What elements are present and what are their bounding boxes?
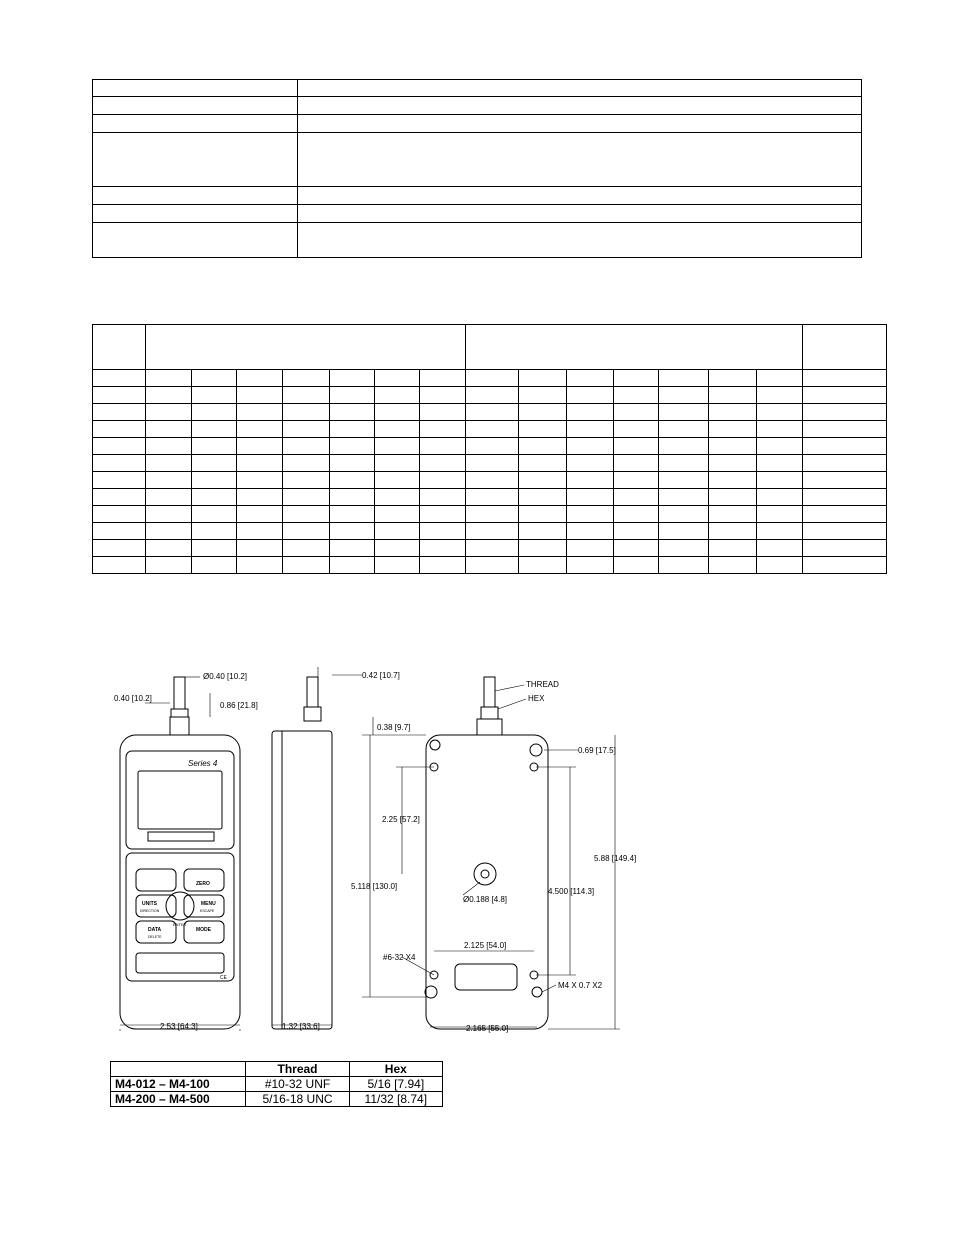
capacity-cell <box>419 472 465 489</box>
table-row <box>93 387 887 404</box>
capacity-cell <box>237 557 283 574</box>
capacity-cell <box>374 506 419 523</box>
table-row <box>93 370 887 387</box>
units-sub-label: DIRECTION <box>140 909 160 913</box>
capacity-cell <box>237 387 283 404</box>
spec-cell <box>298 187 862 205</box>
capacity-cell <box>756 421 802 438</box>
label-area <box>136 953 224 973</box>
capacity-cell <box>567 472 614 489</box>
inner-height-label: 5.118 [130.0] <box>351 882 398 891</box>
hex-label: HEX <box>528 694 545 703</box>
capacity-cell <box>756 557 802 574</box>
capacity-cell <box>192 455 237 472</box>
front-shaft-label: 0.86 [21.8] <box>220 701 258 710</box>
capacity-cell <box>756 370 802 387</box>
capacity-cell <box>567 387 614 404</box>
capacity-cell <box>519 455 567 472</box>
mount-screws-label: M4 X 0.7 X2 <box>558 981 603 990</box>
spec-cell <box>93 115 298 133</box>
capacity-cell <box>93 557 146 574</box>
spec-cell <box>93 223 298 258</box>
capacity-cell <box>465 506 518 523</box>
capacity-cell <box>709 421 756 438</box>
capacity-cell <box>659 540 709 557</box>
capacity-cell <box>374 489 419 506</box>
capacity-cell <box>374 387 419 404</box>
capacity-cell <box>567 404 614 421</box>
spec-cell <box>298 97 862 115</box>
capacity-cell <box>519 472 567 489</box>
capacity-cell <box>419 438 465 455</box>
spec-cell <box>93 97 298 115</box>
model-cell: M4-200 – M4-500 <box>111 1092 246 1107</box>
front-shaft-thread <box>174 677 185 709</box>
capacity-cell <box>374 421 419 438</box>
capacity-cell <box>146 489 192 506</box>
capacity-cell <box>709 489 756 506</box>
capacity-cell <box>659 438 709 455</box>
capacity-cell <box>756 506 802 523</box>
capacity-cell <box>283 455 329 472</box>
capacity-cell <box>567 557 614 574</box>
capacity-cell <box>283 540 329 557</box>
capacity-cell <box>659 421 709 438</box>
brand-label: Series 4 <box>188 759 218 768</box>
capacity-cell <box>802 370 886 387</box>
capacity-cell <box>419 523 465 540</box>
screw-holes-label: #6-32 X4 <box>383 953 416 962</box>
mount-hole-bottom-right <box>532 987 542 997</box>
capacity-cell <box>519 387 567 404</box>
capacity-cell <box>465 438 518 455</box>
capacity-cell <box>614 523 659 540</box>
total-height-label: 5.88 [149.4] <box>594 854 637 863</box>
zero-button <box>184 869 224 891</box>
capacity-cell <box>709 540 756 557</box>
table-row <box>93 421 887 438</box>
table-row <box>111 1092 443 1107</box>
front-width-label: 2.53 [64.3] <box>160 1022 198 1031</box>
capacity-cell <box>756 455 802 472</box>
backlight-button <box>136 869 176 891</box>
thread-label: THREAD <box>526 680 559 689</box>
capacity-cell <box>465 557 518 574</box>
capacity-cell <box>419 506 465 523</box>
capacity-cell <box>802 506 886 523</box>
capacity-header-cell <box>93 325 146 370</box>
table-row <box>93 404 887 421</box>
capacity-cell <box>329 387 374 404</box>
front-dia-label: Ø0.40 [10.2] <box>203 672 248 681</box>
capacity-cell <box>93 404 146 421</box>
capacity-cell <box>709 455 756 472</box>
capacity-cell <box>237 455 283 472</box>
capacity-cell <box>419 387 465 404</box>
capacity-cell <box>465 404 518 421</box>
back-shaft-base <box>477 719 502 735</box>
indicator-strip <box>148 832 214 841</box>
capacity-cell <box>146 438 192 455</box>
capacity-cell <box>519 404 567 421</box>
table-row <box>93 557 887 574</box>
mount-hole-top-right <box>530 744 542 756</box>
capacity-cell <box>146 370 192 387</box>
capacity-cell <box>519 540 567 557</box>
capacity-cell <box>93 438 146 455</box>
capacity-cell <box>283 370 329 387</box>
capacity-cell <box>329 438 374 455</box>
capacity-cell <box>567 489 614 506</box>
capacity-cell <box>614 540 659 557</box>
front-shaft-hex <box>171 709 188 717</box>
capacity-header-cell <box>802 325 886 370</box>
capacity-cell <box>659 506 709 523</box>
capacity-cell <box>659 557 709 574</box>
capacity-cell <box>659 489 709 506</box>
capacity-cell <box>93 540 146 557</box>
hex-cell: 5/16 [7.94] <box>349 1077 442 1092</box>
table-row <box>93 438 887 455</box>
spec-cell <box>298 80 862 97</box>
thread-cell: #10-32 UNF <box>246 1077 349 1092</box>
dimension-drawing <box>100 655 660 1045</box>
capacity-cell <box>374 557 419 574</box>
capacity-cell <box>192 370 237 387</box>
center-hole-inner <box>481 870 489 878</box>
capacity-cell <box>93 523 146 540</box>
capacity-cell <box>567 540 614 557</box>
capacity-cell <box>614 421 659 438</box>
thread-hex-table <box>110 1061 443 1107</box>
back-housing <box>426 735 548 1029</box>
capacity-cell <box>659 455 709 472</box>
capacity-cell <box>519 489 567 506</box>
thread-cell: 5/16-18 UNC <box>246 1092 349 1107</box>
capacity-cell <box>374 404 419 421</box>
capacity-cell <box>192 489 237 506</box>
spec-table <box>92 79 862 258</box>
capacity-cell <box>146 387 192 404</box>
capacity-cell <box>146 540 192 557</box>
capacity-cell <box>374 455 419 472</box>
capacity-cell <box>519 506 567 523</box>
capacity-cell <box>709 387 756 404</box>
spec-cell <box>93 187 298 205</box>
lcd-screen <box>138 771 222 829</box>
capacity-cell <box>374 472 419 489</box>
capacity-cell <box>146 472 192 489</box>
side-housing <box>272 731 332 1029</box>
hex-cell: 11/32 [8.74] <box>349 1092 442 1107</box>
capacity-cell <box>374 540 419 557</box>
capacity-table <box>92 324 887 574</box>
capacity-cell <box>283 387 329 404</box>
table-row <box>93 472 887 489</box>
capacity-cell <box>93 455 146 472</box>
capacity-cell <box>802 455 886 472</box>
capacity-cell <box>237 438 283 455</box>
capacity-cell <box>329 540 374 557</box>
top-offset-label: 0.38 [9.7] <box>377 723 411 732</box>
capacity-cell <box>374 438 419 455</box>
capacity-cell <box>237 421 283 438</box>
capacity-cell <box>756 523 802 540</box>
capacity-cell <box>192 557 237 574</box>
capacity-cell <box>567 438 614 455</box>
capacity-cell <box>192 421 237 438</box>
table-row <box>93 455 887 472</box>
mount-hole-bottom-left <box>425 986 437 998</box>
dim-header <box>111 1062 246 1077</box>
capacity-cell <box>802 523 886 540</box>
capacity-cell <box>709 370 756 387</box>
capacity-cell <box>519 438 567 455</box>
front-height-label: 0.40 [10.2] <box>114 694 152 703</box>
battery-cover <box>455 964 517 990</box>
capacity-cell <box>93 472 146 489</box>
data-sub-label: DELETE <box>148 935 162 939</box>
spec-cell <box>93 133 298 187</box>
capacity-cell <box>709 506 756 523</box>
capacity-cell <box>329 404 374 421</box>
capacity-cell <box>756 540 802 557</box>
table-row <box>93 540 887 557</box>
capacity-cell <box>237 506 283 523</box>
capacity-cell <box>567 421 614 438</box>
power-button <box>166 892 194 920</box>
capacity-cell <box>146 557 192 574</box>
capacity-cell <box>614 472 659 489</box>
spec-cell <box>298 223 862 258</box>
capacity-cell <box>756 404 802 421</box>
mount-hole-top-left <box>430 740 440 750</box>
capacity-cell <box>709 404 756 421</box>
capacity-cell <box>802 489 886 506</box>
back-width-label: 2.165 [55.0] <box>466 1024 509 1033</box>
back-shaft-hex <box>481 707 498 719</box>
capacity-cell <box>146 523 192 540</box>
capacity-cell <box>465 523 518 540</box>
enter-label: ENTER <box>173 922 187 927</box>
side-offset-label: 0.42 [10.7] <box>362 671 400 680</box>
capacity-cell <box>614 455 659 472</box>
capacity-cell <box>419 404 465 421</box>
capacity-cell <box>659 404 709 421</box>
back-shaft-thread <box>484 677 495 707</box>
capacity-cell <box>374 523 419 540</box>
spec-cell <box>298 205 862 223</box>
capacity-cell <box>192 472 237 489</box>
capacity-cell <box>192 438 237 455</box>
capacity-cell <box>756 489 802 506</box>
capacity-cell <box>93 387 146 404</box>
capacity-cell <box>519 523 567 540</box>
capacity-cell <box>659 370 709 387</box>
capacity-cell <box>146 506 192 523</box>
capacity-header-group <box>465 325 802 370</box>
capacity-cell <box>192 540 237 557</box>
capacity-cell <box>419 370 465 387</box>
mount-span-label: 4.500 [114.3] <box>548 887 595 896</box>
capacity-cell <box>802 472 886 489</box>
capacity-cell <box>419 421 465 438</box>
side-shaft-hex <box>304 707 321 721</box>
capacity-cell <box>329 489 374 506</box>
capacity-cell <box>802 540 886 557</box>
capacity-cell <box>329 472 374 489</box>
capacity-cell <box>465 387 518 404</box>
table-row <box>111 1077 443 1092</box>
capacity-cell <box>237 523 283 540</box>
capacity-cell <box>329 506 374 523</box>
menu-label: MENU <box>201 901 216 907</box>
dim-header: Hex <box>349 1062 442 1077</box>
capacity-cell <box>329 557 374 574</box>
capacity-cell <box>614 506 659 523</box>
capacity-cell <box>519 557 567 574</box>
hole-offset-label: 0.69 [17.5] <box>578 746 616 755</box>
menu-sub-label: ESCAPE <box>200 909 215 913</box>
capacity-cell <box>283 404 329 421</box>
capacity-cell <box>237 540 283 557</box>
capacity-cell <box>419 455 465 472</box>
capacity-cell <box>192 404 237 421</box>
spec-cell <box>298 133 862 187</box>
capacity-cell <box>709 472 756 489</box>
table-row <box>93 489 887 506</box>
capacity-cell <box>567 370 614 387</box>
back-view <box>425 677 548 1029</box>
front-shaft-base <box>170 717 189 735</box>
capacity-cell <box>465 472 518 489</box>
display-panel <box>126 751 234 849</box>
capacity-cell <box>709 438 756 455</box>
spec-cell <box>93 80 298 97</box>
table-row <box>93 506 887 523</box>
capacity-cell <box>614 489 659 506</box>
capacity-cell <box>93 489 146 506</box>
zero-label: ZERO <box>196 881 210 887</box>
capacity-cell <box>614 557 659 574</box>
capacity-cell <box>329 455 374 472</box>
capacity-cell <box>659 523 709 540</box>
capacity-cell <box>614 438 659 455</box>
dim-header: Thread <box>246 1062 349 1077</box>
capacity-cell <box>465 455 518 472</box>
capacity-cell <box>237 404 283 421</box>
capacity-cell <box>465 540 518 557</box>
capacity-cell <box>614 387 659 404</box>
capacity-cell <box>465 489 518 506</box>
center-dia-label: Ø0.188 [4.8] <box>463 895 508 904</box>
capacity-cell <box>329 523 374 540</box>
capacity-cell <box>659 387 709 404</box>
capacity-cell <box>614 370 659 387</box>
capacity-header-group <box>146 325 466 370</box>
capacity-cell <box>567 455 614 472</box>
center-hole-label: 2.25 [57.2] <box>382 815 420 824</box>
capacity-cell <box>802 557 886 574</box>
capacity-cell <box>756 438 802 455</box>
capacity-cell <box>192 506 237 523</box>
capacity-cell <box>614 404 659 421</box>
table-row <box>93 523 887 540</box>
capacity-cell <box>756 387 802 404</box>
capacity-cell <box>283 557 329 574</box>
capacity-cell <box>283 506 329 523</box>
data-label: DATA <box>148 927 162 933</box>
capacity-cell <box>283 421 329 438</box>
capacity-cell <box>374 370 419 387</box>
spec-cell <box>93 205 298 223</box>
capacity-cell <box>329 370 374 387</box>
capacity-cell <box>329 421 374 438</box>
capacity-cell <box>802 404 886 421</box>
capacity-cell <box>756 472 802 489</box>
capacity-cell <box>709 523 756 540</box>
capacity-cell <box>146 421 192 438</box>
ce-mark: CE <box>220 975 227 981</box>
capacity-cell <box>519 370 567 387</box>
capacity-cell <box>519 421 567 438</box>
capacity-cell <box>567 506 614 523</box>
capacity-cell <box>802 438 886 455</box>
mode-label: MODE <box>196 927 211 933</box>
capacity-cell <box>146 455 192 472</box>
side-view <box>272 677 332 1029</box>
model-cell: M4-012 – M4-100 <box>111 1077 246 1092</box>
units-label: UNITS <box>142 901 157 907</box>
capacity-cell <box>192 523 237 540</box>
capacity-cell <box>419 557 465 574</box>
capacity-cell <box>802 421 886 438</box>
capacity-cell <box>93 506 146 523</box>
capacity-cell <box>237 370 283 387</box>
capacity-cell <box>567 523 614 540</box>
capacity-cell <box>802 387 886 404</box>
capacity-cell <box>283 472 329 489</box>
capacity-cell <box>237 472 283 489</box>
capacity-cell <box>283 438 329 455</box>
capacity-cell <box>419 489 465 506</box>
capacity-cell <box>237 489 283 506</box>
capacity-cell <box>465 421 518 438</box>
side-shaft-thread <box>307 677 318 707</box>
capacity-cell <box>465 370 518 387</box>
capacity-cell <box>659 472 709 489</box>
capacity-cell <box>419 540 465 557</box>
hole-spacing-label: 2.125 [54.0] <box>464 941 507 950</box>
capacity-cell <box>283 523 329 540</box>
capacity-cell <box>93 370 146 387</box>
side-depth-label: 1.32 [33.6] <box>282 1022 320 1031</box>
capacity-cell <box>709 557 756 574</box>
capacity-cell <box>146 404 192 421</box>
center-hole <box>474 863 496 885</box>
capacity-cell <box>192 387 237 404</box>
capacity-cell <box>283 489 329 506</box>
capacity-cell <box>93 421 146 438</box>
spec-cell <box>298 115 862 133</box>
